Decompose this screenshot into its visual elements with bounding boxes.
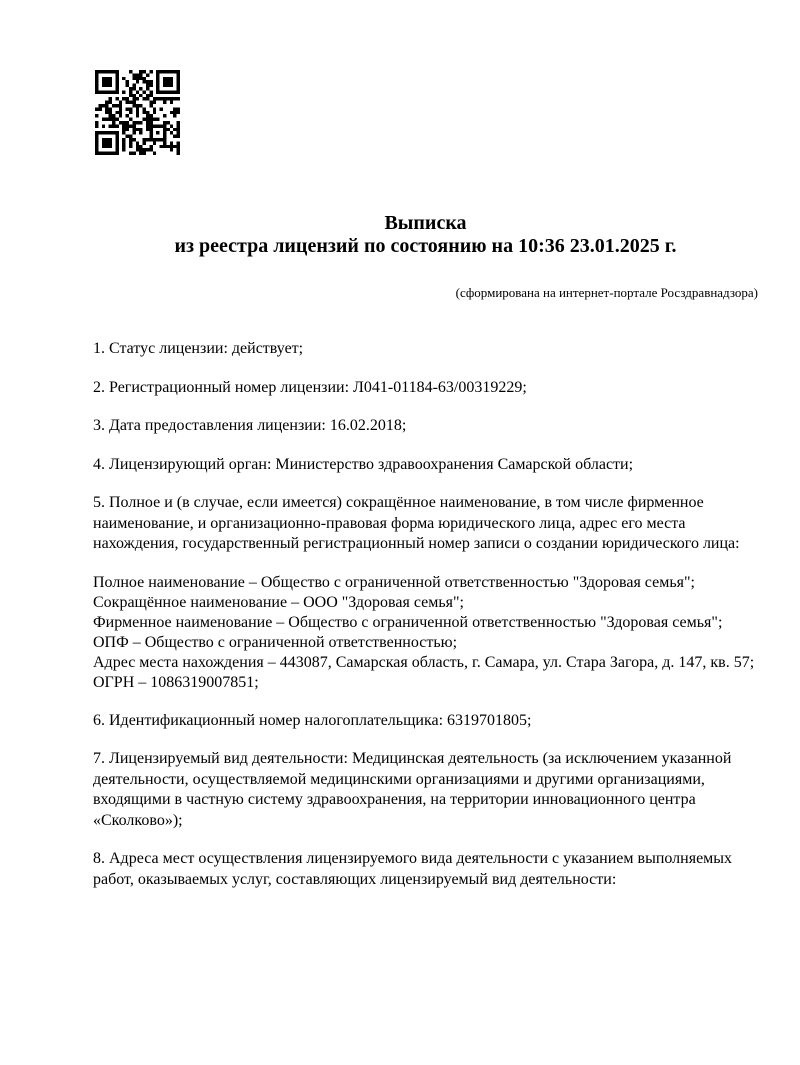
- title-line-2: из реестра лицензий по состоянию на 10:36 23.01.2025 г.: [174, 235, 677, 257]
- document-body: [93, 339, 758, 890]
- document-title: [93, 212, 758, 258]
- paragraph-license-date: 3. Дата предоставления лицензии: 16.02.2018;: [93, 417, 407, 434]
- org-brand-name: Фирменное наименование – Общество с ограниченной ответственностью "Здоровая семья";: [93, 613, 723, 631]
- document-content: [93, 0, 758, 908]
- org-address: Адрес места нахождения – 443087, Самарская область, г. Самара, ул. Стара Загора, д. 147, кв. 57;: [93, 653, 755, 671]
- paragraph-org-info-header: 5. Полное и (в случае, если имеется) сокращённое наименование, в том числе фирменное наименование, и организационно-правовая форма юридического лица, адрес его места нахождения, государственный регистрационный номер записи о создании юридического лица:: [93, 494, 740, 552]
- organization-details: [93, 573, 758, 693]
- org-ogrn: ОГРН – 1086319007851;: [93, 673, 259, 691]
- paragraph-licensed-activity: 7. Лицензируемый вид деятельности: Медицинская деятельность (за исключением указанной деятельности, осуществляемой медицинскими организациями и другими организациями, входящими в частную систему здравоохранения, на территории инновационного центра «Сколково»);: [93, 750, 732, 829]
- title-line-1: Выписка: [384, 212, 467, 234]
- paragraph-registration-number: 2. Регистрационный номер лицензии: Л041-01184-63/00319229;: [93, 378, 527, 396]
- org-full-name: Полное наименование – Общество с ограниченной ответственностью "Здоровая семья";: [93, 573, 695, 591]
- paragraph-licensing-authority: 4. Лицензирующий орган: Министерство здравоохранения Самарской области;: [93, 455, 634, 473]
- paragraph-inn: 6. Идентификационный номер налогоплательщика: 6319701805;: [93, 711, 532, 729]
- paragraph-activity-addresses-header: 8. Адреса мест осуществления лицензируемого вида деятельности с указанием выполняемых работ, оказываемых услуг, составляющих лицензируемый вид деятельности:: [93, 850, 733, 888]
- paragraph-license-status: 1. Статус лицензии: действует;: [93, 340, 304, 357]
- document-subtitle: (сформирована на интернет-портале Росздравнадзора): [455, 285, 758, 300]
- org-legal-form: ОПФ – Общество с ограниченной ответственностью;: [93, 633, 458, 651]
- org-short-name: Сокращённое наименование – ООО "Здоровая семья";: [93, 593, 464, 611]
